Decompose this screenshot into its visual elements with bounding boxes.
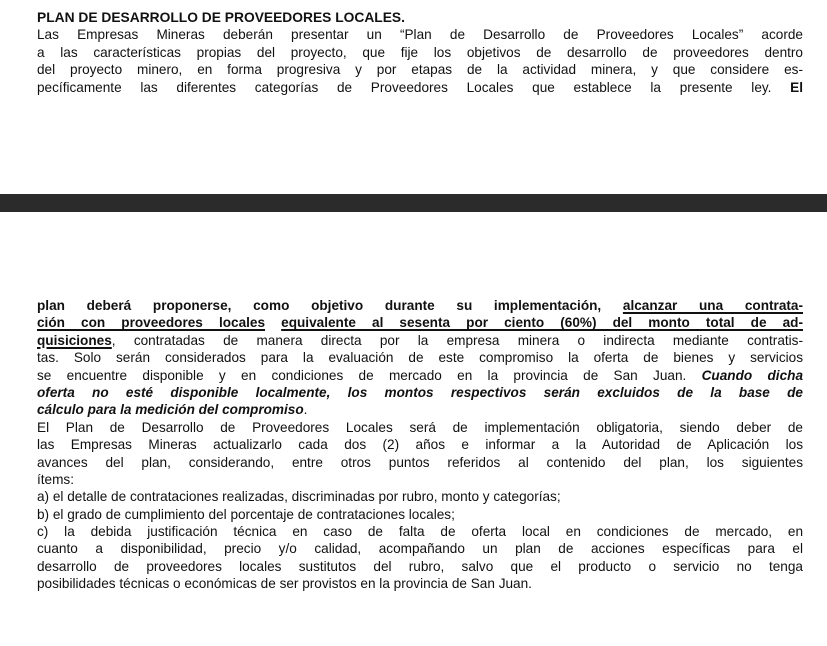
bold-text: El xyxy=(790,79,803,95)
paragraph-line: oferta no esté disponible localmente, los montos respectivos serán excluidos de la base de xyxy=(37,384,803,400)
text-block-intro xyxy=(37,9,803,96)
bold-italic-text: cálculo para la medición del compromiso xyxy=(37,402,304,418)
bold-text: plan deberá proponerse, como objetivo durante su implementación, xyxy=(37,298,602,313)
document-page-top xyxy=(0,0,827,194)
underlined-bold-text: ción con proveedores locales xyxy=(37,315,266,331)
paragraph-line: del proyecto minero, en forma progresiva y por etapas de la actividad minera, y que considere es- xyxy=(37,62,803,78)
bold-italic-text: Cuando dicha xyxy=(701,367,804,383)
paragraph-text: , contratadas de manera directa por la empresa minera o indirecta mediante contratis- xyxy=(111,332,803,348)
document-page-bottom xyxy=(0,212,827,646)
paragraph-line xyxy=(37,332,803,349)
paragraph-line xyxy=(37,297,803,314)
paragraph-line: cuanto a disponibilidad, precio y/o calidad, acompañando un plan de acciones específicas para el xyxy=(37,541,803,557)
paragraph-text: . xyxy=(303,402,308,418)
section-heading: PLAN DE DESARROLLO DE PROVEEDORES LOCALES. xyxy=(37,10,405,25)
paragraph-line: avances del plan, considerando, entre otros puntos referidos al contenido del plan, los siguientes xyxy=(37,454,803,470)
paragraph-line: ítems: xyxy=(37,471,75,487)
paragraph-line xyxy=(37,367,803,384)
list-item: b) el grado de cumplimiento del porcentaje de contrataciones locales; xyxy=(37,506,455,522)
text-block-continuation xyxy=(37,297,803,593)
paragraph-line: Las Empresas Mineras deberán presentar un “Plan de Desarrollo de Proveedores Locales” acorde xyxy=(37,27,803,43)
paragraph-line xyxy=(37,314,803,331)
paragraph-line xyxy=(37,401,803,418)
paragraph-line: desarrollo de proveedores locales sustitutos del rubro, salvo que el producto o servicio no tenga xyxy=(37,558,803,574)
paragraph-line: a las características propias del proyecto, que fije los objetivos de desarrollo de proveedores dentro xyxy=(37,44,803,60)
paragraph-text: pecíficamente las diferentes categorías de Proveedores Locales que establece la presente ley. xyxy=(37,79,772,95)
underlined-bold-text: equivalente al sesenta por ciento (60%) del monto total de ad- xyxy=(281,315,803,331)
paragraph-line: posibilidades técnicas o económicas de ser provistos en la provincia de San Juan. xyxy=(37,576,532,592)
paragraph-text: se encuentre disponible y en condiciones de mercado en la provincia de San Juan. xyxy=(37,367,687,383)
list-item: c) la debida justificación técnica en caso de falta de oferta local en condiciones de mercado, en xyxy=(37,524,803,540)
paragraph-line: El Plan de Desarrollo de Proveedores Locales será de implementación obligatoria, siendo deber de xyxy=(37,419,803,435)
underlined-bold-text: alcanzar una contrata- xyxy=(622,298,803,313)
list-item: a) el detalle de contrataciones realizadas, discriminadas por rubro, monto y categorías; xyxy=(37,489,561,505)
underlined-bold-text: quisiciones xyxy=(37,332,112,348)
paragraph-line: tas. Solo serán considerados para la evaluación de este compromiso la oferta de bienes y servicios xyxy=(37,350,803,366)
paragraph-line xyxy=(37,79,803,96)
page-separator xyxy=(0,194,827,212)
paragraph-line: las Empresas Mineras actualizarlo cada dos (2) años e informar a la Autoridad de Aplicación los xyxy=(37,437,803,453)
